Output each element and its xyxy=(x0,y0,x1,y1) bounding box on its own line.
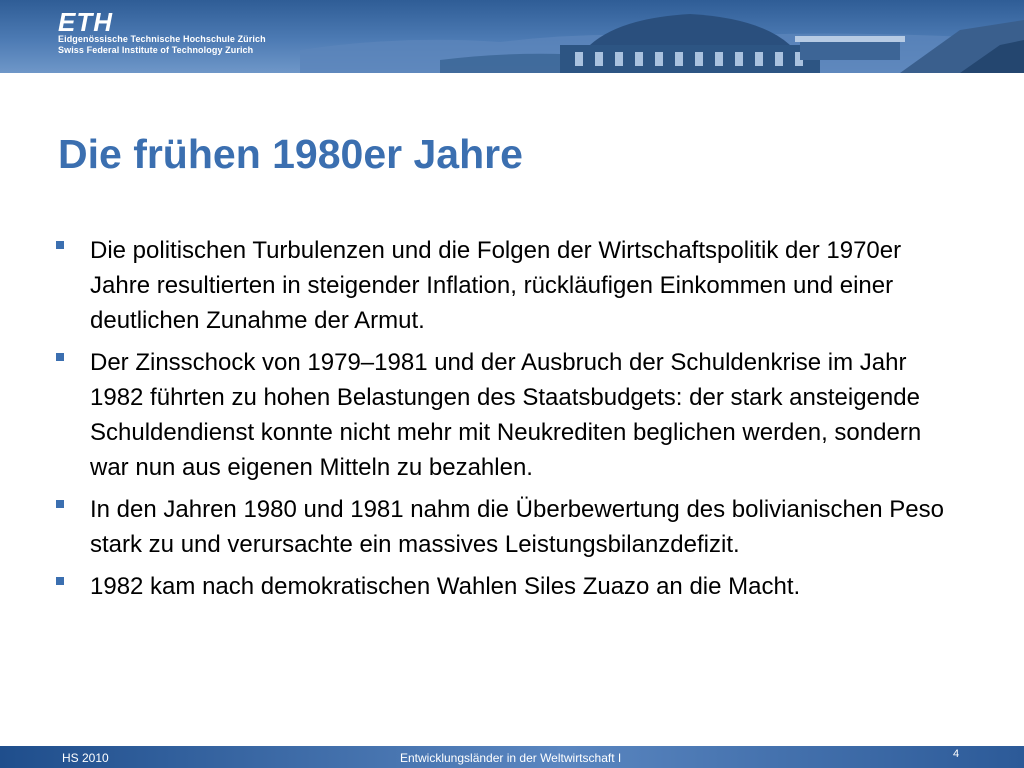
footer-bar xyxy=(0,746,1024,768)
eth-logo xyxy=(58,7,266,56)
bullet-list xyxy=(52,233,952,611)
bullet-text: In den Jahren 1980 und 1981 nahm die Überbewertung des bolivianischen Peso stark zu und verursachte ein massives Leistungsbilanzdefizit. xyxy=(90,496,944,558)
square-bullet-icon xyxy=(56,241,64,249)
header-banner xyxy=(0,0,1024,73)
bullet-item xyxy=(52,233,952,338)
bullet-item xyxy=(52,492,952,562)
bullet-text: 1982 kam nach demokratischen Wahlen Siles Zuazo an die Macht. xyxy=(90,573,801,600)
logo-wordmark: ETH xyxy=(58,7,113,37)
bullet-item xyxy=(52,569,952,604)
footer-course-title: Entwicklungsländer in der Weltwirtschaft I xyxy=(400,751,622,765)
square-bullet-icon xyxy=(56,577,64,585)
bullet-item xyxy=(52,345,952,485)
square-bullet-icon xyxy=(56,353,64,361)
page-number: 4 xyxy=(953,748,960,760)
institution-name-en: Swiss Federal Institute of Technology Zurich xyxy=(58,45,254,55)
institution-name-de: Eidgenössische Technische Hochschule Zürich xyxy=(58,34,266,44)
bullet-text: Der Zinsschock von 1979–1981 und der Ausbruch der Schuldenkrise im Jahr 1982 führten zu hohen Belastungen des Staatsbudgets: der stark ansteigende Schuldendienst konnte nicht mehr mit Neukrediten beglichen werden, sondern war nun aus eigenen Mitteln zu bezahlen. xyxy=(90,349,922,481)
slide-title: Die frühen 1980er Jahre xyxy=(58,131,523,177)
footer-semester: HS 2010 xyxy=(62,751,109,765)
square-bullet-icon xyxy=(56,500,64,508)
bullet-text: Die politischen Turbulenzen und die Folgen der Wirtschaftspolitik der 1970er Jahre resultierten in steigender Inflation, rückläufigen Einkommen und einer deutlichen Zunahme der Armut. xyxy=(90,237,902,334)
